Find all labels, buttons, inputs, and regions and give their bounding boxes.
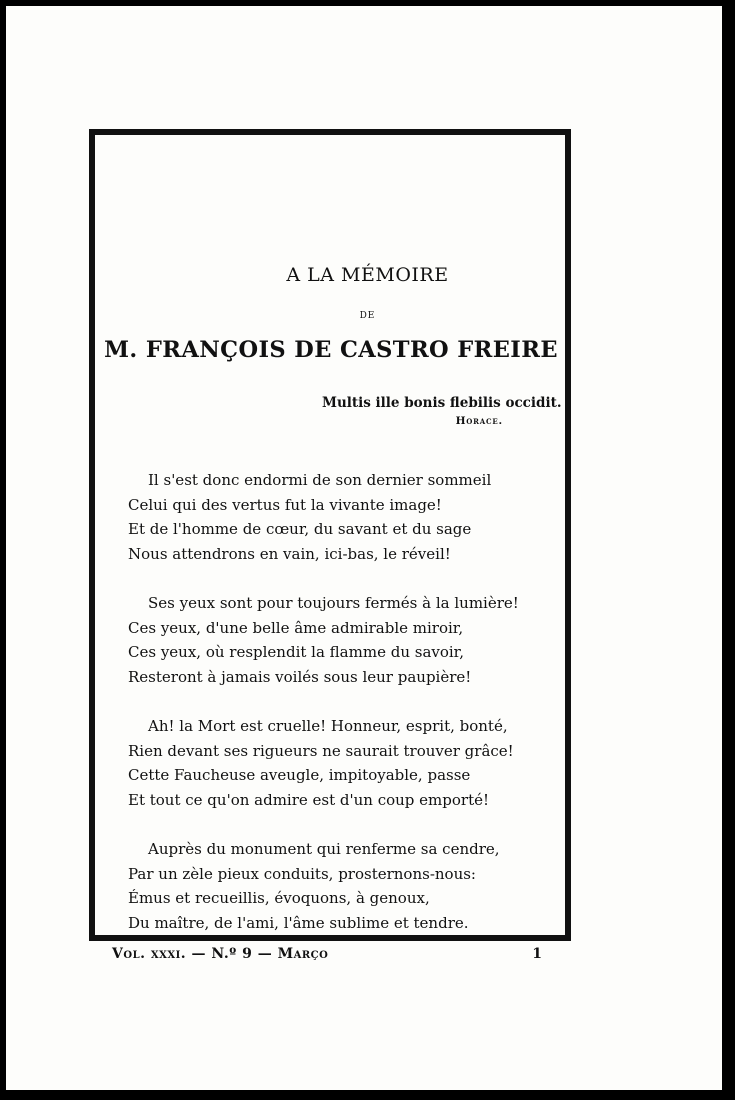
poem-line: Cette Faucheuse aveugle, impitoyable, passe	[128, 766, 471, 785]
page-title: M. FRANÇOIS DE CASTRO FREIRE	[104, 337, 558, 363]
page-footer	[112, 946, 542, 966]
stanza-1	[128, 468, 548, 566]
poem-line: Ses yeux sont pour toujours fermés à la lumière!	[148, 593, 519, 612]
epigraph-author: Horace.	[455, 415, 503, 427]
poem-line: Ces yeux, où resplendit la flamme du savoir,	[128, 643, 464, 662]
memorial-heading: A LA MÉMOIRE	[286, 264, 449, 286]
poem-line: Il s'est donc endormi de son dernier sommeil	[148, 471, 492, 489]
epigraph-quote: Multis ille bonis flebilis occidit.	[322, 395, 562, 411]
poem-line: Et de l'homme de cœur, du savant et du sage	[128, 520, 472, 539]
poem-line: Par un zèle pieux conduits, prosternons-nous:	[128, 864, 476, 883]
memorial-heading-de: DE	[359, 311, 376, 321]
volume-info: Vol. xxxi. — N.º 9 — Março	[112, 946, 329, 962]
stanza-2	[128, 591, 548, 689]
poem-line: Auprès du monument qui renferme sa cendre,	[148, 839, 500, 858]
page-number: 1	[532, 946, 542, 962]
poem-line: Ah! la Mort est cruelle! Honneur, esprit, bonté,	[148, 716, 508, 735]
poem-line: Celui qui des vertus fut la vivante image!	[128, 495, 442, 514]
poem-line: Émus et recueillis, évoquons, à genoux,	[128, 889, 430, 908]
poem	[128, 468, 548, 960]
poem-line: Du maître, de l'ami, l'âme sublime et tendre.	[128, 913, 469, 932]
poem-line: Ces yeux, d'une belle âme admirable miroir,	[128, 618, 464, 637]
poem-line: Resteront à jamais voilés sous leur paupière!	[128, 667, 472, 686]
stanza-4	[128, 837, 548, 935]
poem-line: Nous attendrons en vain, ici-bas, le réveil!	[128, 544, 451, 563]
poem-line: Et tout ce qu'on admire est d'un coup emporté!	[128, 790, 490, 809]
poem-line: Rien devant ses rigueurs ne saurait trouver grâce!	[128, 741, 514, 760]
stanza-3	[128, 714, 548, 812]
